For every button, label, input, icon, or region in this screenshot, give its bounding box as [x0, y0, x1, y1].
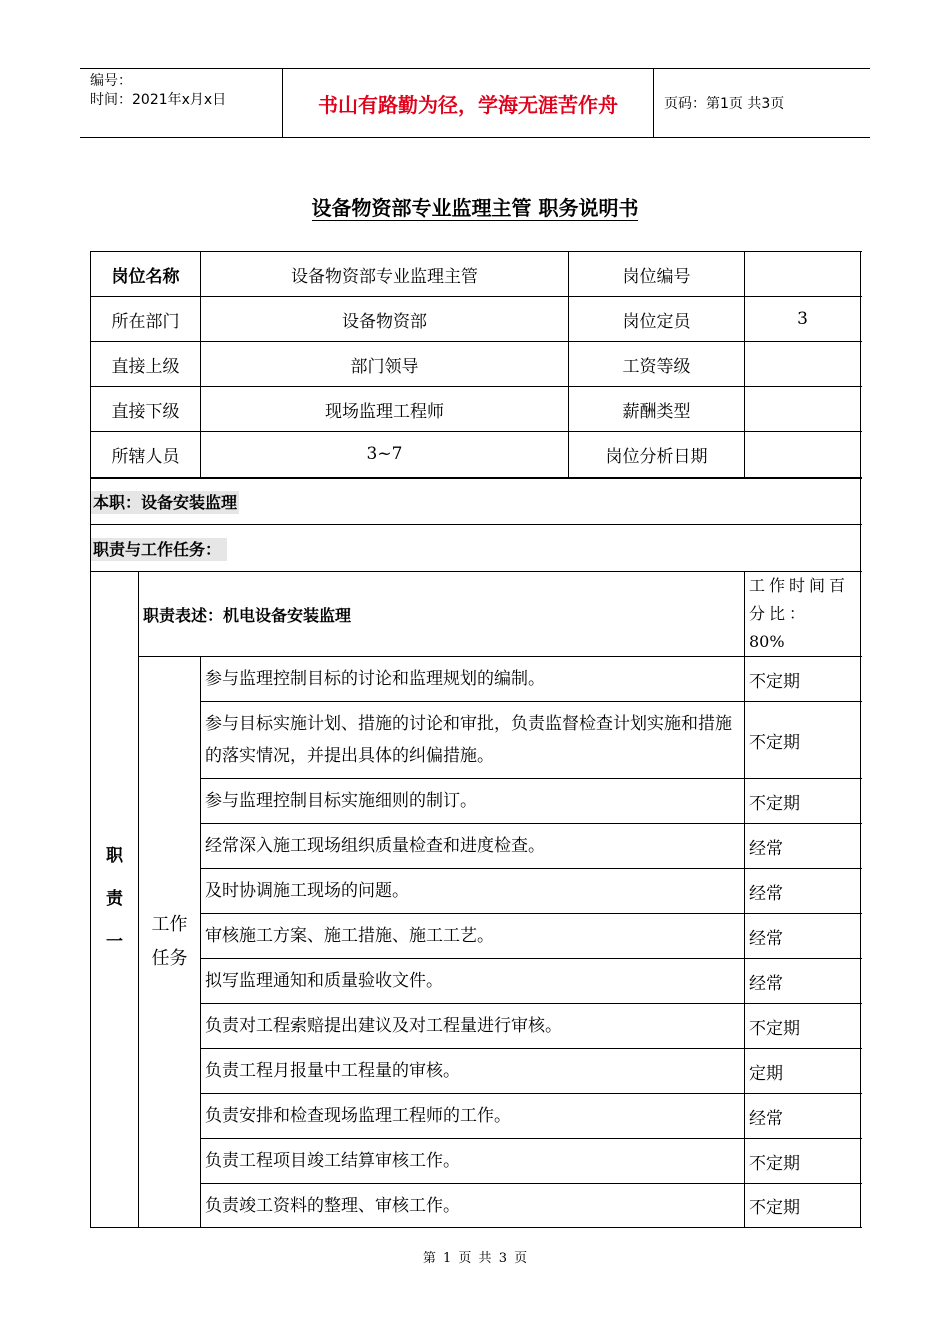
info-label: 岗位名称 [91, 252, 201, 297]
info-value: 设备物资部 [201, 297, 569, 342]
info-label: 工资等级 [569, 342, 745, 387]
task-text: 拟写监理通知和质量验收文件。 [201, 959, 745, 1004]
main-duty-row [91, 478, 861, 525]
task-text: 负责安排和检查现场监理工程师的工作。 [201, 1094, 745, 1139]
page-footer: 第 1 页 共 3 页 [422, 1251, 528, 1266]
task-text: 负责工程项目竣工结算审核工作。 [201, 1139, 745, 1184]
task-row [91, 779, 861, 824]
task-row [91, 657, 861, 702]
info-value: 3 [745, 297, 861, 342]
info-value [745, 432, 861, 478]
task-text: 参与目标实施计划、措施的讨论和审批，负责监督检查计划实施和措施的落实情况，并提出具体的纠偏措施。 [201, 702, 745, 779]
task-text: 经常深入施工现场组织质量检查和进度检查。 [201, 824, 745, 869]
tasks-label: 任务 [151, 948, 188, 969]
info-label: 直接上级 [91, 342, 201, 387]
task-row [91, 1184, 861, 1228]
task-frequency: 不定期 [745, 1184, 861, 1228]
info-row [91, 387, 861, 432]
tasks-label-cell [139, 657, 201, 1228]
info-row [91, 432, 861, 478]
number-label: 编号： [90, 73, 132, 89]
tasks-label: 工作 [151, 914, 188, 935]
task-text: 及时协调施工现场的问题。 [201, 869, 745, 914]
duties-title-cell [91, 525, 861, 572]
page-header [80, 68, 870, 138]
task-frequency: 经常 [745, 869, 861, 914]
time-label: 时间：2021年x月x日 [90, 92, 227, 108]
duty-label-char: 职 [106, 846, 123, 866]
duty-label-cell [91, 572, 139, 1228]
duty-label-char: 责 [106, 889, 123, 909]
info-value: 设备物资部专业监理主管 [201, 252, 569, 297]
info-label: 所在部门 [91, 297, 201, 342]
task-frequency: 不定期 [745, 779, 861, 824]
document-title-text: 设备物资部专业监理主管 职务说明书 [311, 196, 639, 220]
task-row [91, 824, 861, 869]
task-row [91, 1094, 861, 1139]
task-row [91, 869, 861, 914]
duty-header-row [91, 572, 861, 657]
info-row [91, 342, 861, 387]
motto: 书山有路勤为径，学海无涯苦作舟 [282, 69, 654, 137]
task-frequency: 定期 [745, 1049, 861, 1094]
info-label: 岗位定员 [569, 297, 745, 342]
task-frequency: 不定期 [745, 702, 861, 779]
info-label: 岗位编号 [569, 252, 745, 297]
time-percent-cell [745, 572, 861, 657]
task-row [91, 959, 861, 1004]
info-value: 现场监理工程师 [201, 387, 569, 432]
document-title [0, 192, 950, 221]
duties-title-text: 职责与工作任务： [91, 538, 227, 561]
task-text: 负责工程月报量中工程量的审核。 [201, 1049, 745, 1094]
task-text: 参与监理控制目标的讨论和监理规划的编制。 [201, 657, 745, 702]
info-label: 薪酬类型 [569, 387, 745, 432]
info-label: 岗位分析日期 [569, 432, 745, 478]
task-text: 负责竣工资料的整理、审核工作。 [201, 1184, 745, 1228]
main-duty-text: 本职：设备安装监理 [93, 492, 238, 512]
task-frequency: 经常 [745, 1094, 861, 1139]
duty-label-char: 一 [106, 932, 123, 952]
info-label: 所辖人员 [91, 432, 201, 478]
task-frequency: 经常 [745, 914, 861, 959]
task-frequency: 不定期 [745, 1139, 861, 1184]
info-value [745, 342, 861, 387]
duties-title-row [91, 525, 861, 572]
info-row [91, 252, 861, 297]
info-row [91, 297, 861, 342]
duty-label [91, 835, 138, 964]
task-frequency: 经常 [745, 824, 861, 869]
task-text: 负责对工程索赔提出建议及对工程量进行审核。 [201, 1004, 745, 1049]
page-indicator: 页码：第1页 共3页 [664, 96, 785, 112]
task-row [91, 702, 861, 779]
job-description-table [90, 251, 861, 1228]
task-frequency: 经常 [745, 959, 861, 1004]
info-value: 3~7 [201, 432, 569, 478]
main-duty-cell [91, 478, 861, 525]
task-row [91, 1004, 861, 1049]
time-percent-value: 80% [749, 632, 785, 651]
header-meta [90, 72, 226, 110]
task-frequency: 不定期 [745, 1004, 861, 1049]
task-text: 参与监理控制目标实施细则的制订。 [201, 779, 745, 824]
duty-description: 职责表述：机电设备安装监理 [139, 572, 745, 657]
task-row [91, 914, 861, 959]
info-value: 部门领导 [201, 342, 569, 387]
task-frequency: 不定期 [745, 657, 861, 702]
time-percent-label: 工作时间百分比： [749, 576, 850, 623]
task-text: 审核施工方案、施工措施、施工工艺。 [201, 914, 745, 959]
task-row [91, 1139, 861, 1184]
task-row [91, 1049, 861, 1094]
info-value [745, 387, 861, 432]
info-value [745, 252, 861, 297]
info-label: 直接下级 [91, 387, 201, 432]
